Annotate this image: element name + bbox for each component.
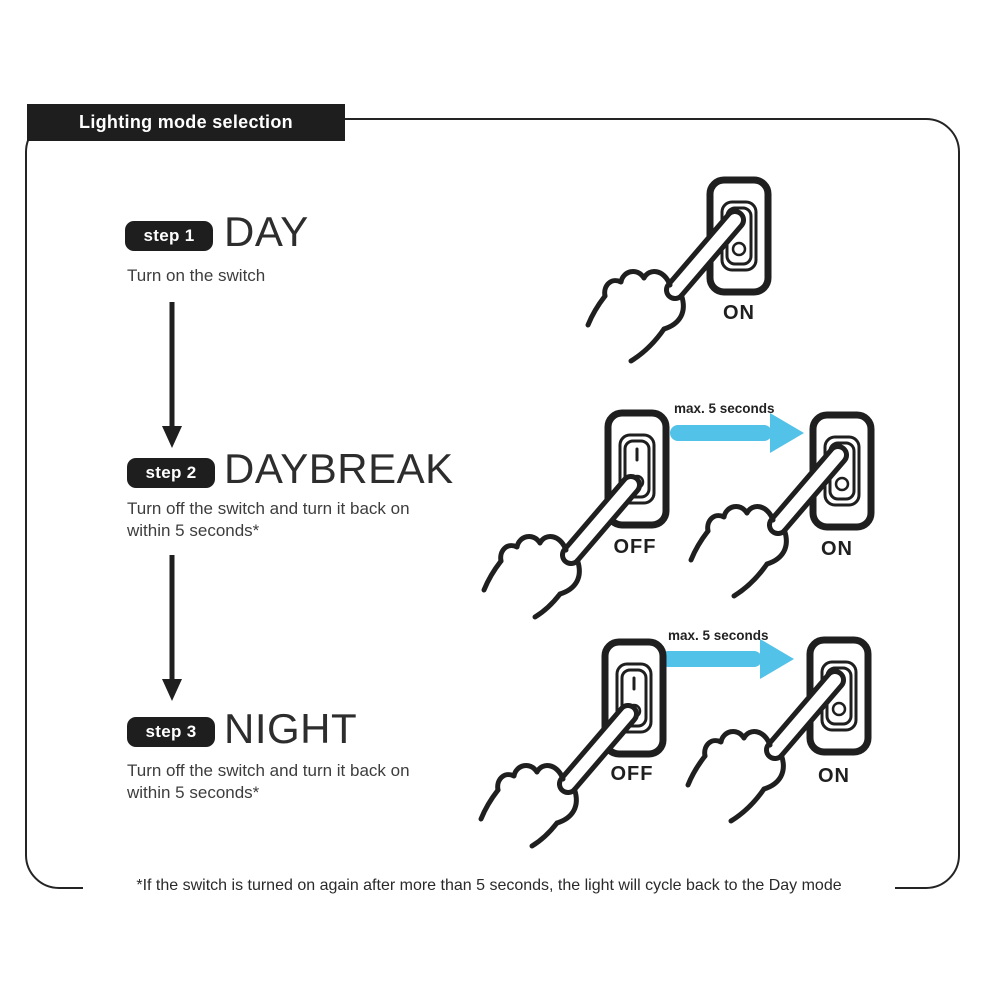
- step1-switch-on-illustration: [585, 172, 800, 387]
- step3-on-label: ON: [818, 765, 850, 787]
- step1-on-label: ON: [723, 302, 755, 324]
- step1-badge: [125, 221, 213, 251]
- step2-description: [127, 498, 410, 542]
- step3-off-label: OFF: [610, 763, 654, 785]
- step3-switch-off-illustration: [480, 634, 695, 849]
- step2-switch-off-illustration: [483, 405, 698, 620]
- step2-off-label: OFF: [613, 536, 657, 558]
- step3-badge-label: step 3: [145, 722, 197, 741]
- step2-switch-on-illustration: [688, 407, 903, 622]
- footnote: *If the switch is turned on again after more than 5 seconds, the light will cycle back to the Day mode: [136, 877, 842, 894]
- step1-description: Turn on the switch: [127, 266, 266, 285]
- step2-description-line1: Turn off the switch and turn it back on: [127, 499, 410, 518]
- step3-description-line2: within 5 seconds*: [127, 783, 260, 802]
- flow-arrow-down-icon: [160, 553, 184, 705]
- step2-title: DAYBREAK: [224, 445, 454, 492]
- page-title: Lighting mode selection: [79, 112, 293, 132]
- flow-arrow-down-icon: [160, 300, 184, 452]
- step3-title: NIGHT: [224, 705, 358, 752]
- footnote-bar: [83, 871, 895, 901]
- step3-description-line1: Turn off the switch and turn it back on: [127, 761, 410, 780]
- step3-description: [127, 760, 410, 804]
- step2-on-label: ON: [821, 538, 853, 560]
- step1-title: DAY: [224, 208, 309, 255]
- step3-max-seconds-label: max. 5 seconds: [668, 628, 769, 643]
- step3-badge: [127, 717, 215, 747]
- title-box: [27, 104, 345, 141]
- step2-description-line2: within 5 seconds*: [127, 521, 260, 540]
- step2-badge: [127, 458, 215, 488]
- step3-switch-on-illustration: [685, 632, 900, 847]
- step2-badge-label: step 2: [145, 463, 197, 482]
- step2-max-seconds-label: max. 5 seconds: [674, 401, 775, 416]
- step1-badge-label: step 1: [143, 226, 195, 245]
